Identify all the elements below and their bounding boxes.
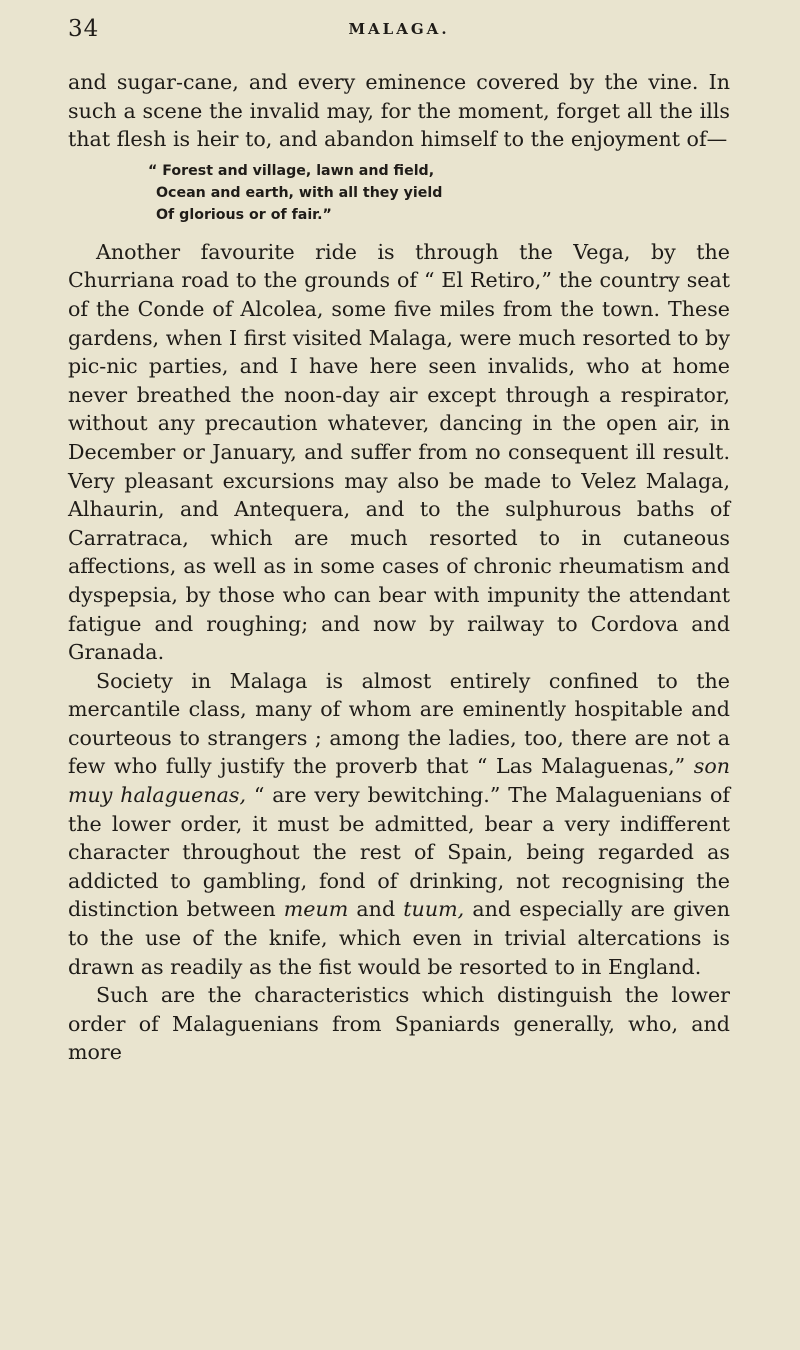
paragraph-3-part-2: “ are very bewitching.” The Malaguenians of the lower order, it must be admitted, bear a very indifferent character throughout the rest of Spain, being regarded as addicted to gambling, fond of drinking, not recognising the distinction between [68,783,730,922]
paragraph-3-part-3: and [348,897,404,922]
paragraph-4: Such are the characteristics which distinguish the lower order of Malaguenians from Spaniards generally, who, and more [68,983,730,1065]
verse-line-2: Ocean and earth, with all they yield [156,184,443,201]
running-head: MALAGA. [348,20,450,38]
page-header [68,16,730,62]
paragraph-3 [68,667,730,982]
paragraph-1: and sugar-cane, and every eminence covered by the vine. In such a scene the invalid may, for the moment, forget all the ills that flesh is heir to, and abandon himself to the enjoyment of— [68,70,730,152]
paragraph-2: Another favourite ride is through the Vega, by the Churriana road to the grounds of “ El Retiro,” the country seat of the Conde of Alcolea, some five miles from the town. These gardens, when I first visited Malaga, were much resorted to by pic-nic parties, and I have here seen invalids, who at home never breathed the noon-day air except through a respirator, without any precaution whatever, dancing in the open air, in December or January, and suffer from no consequent ill result. Very pleasant excursions may also be made to Velez Malaga, Alhaurin, and Antequera, and to the sulphurous baths of Carratraca, which are much resorted to in cutaneous affections, as well as in some cases of chronic rheumatism and dyspepsia, by those who can bear with impunity the attendant fatigue and roughing; and now by railway to Cordova and Granada. [68,239,730,665]
page-number: 34 [68,16,100,42]
verse-quotation [68,160,730,226]
paragraph-3-italic-1: son muy halaguenas, [68,754,730,808]
paragraph-3-italic-2: meum [283,897,349,922]
verse-line-1: “ Forest and village, lawn and field, [148,162,435,179]
body-text [68,68,730,1067]
verse-line-3: Of glorious or of fair.” [156,206,332,223]
paragraph-3-part-4: and especially are given to the use of the knife, which even in trivial altercations is drawn as readily as the fist would be resorted to in England. [68,897,730,979]
paragraph-3-part-1: Society in Malaga is almost entirely confined to the mercantile class, many of whom are eminently hospitable and courteous to strangers ; among the ladies, too, there are not a few who fully justify the proverb that “ Las Malaguenas,” [68,668,730,779]
paragraph-3-italic-3: tuum, [403,897,465,922]
